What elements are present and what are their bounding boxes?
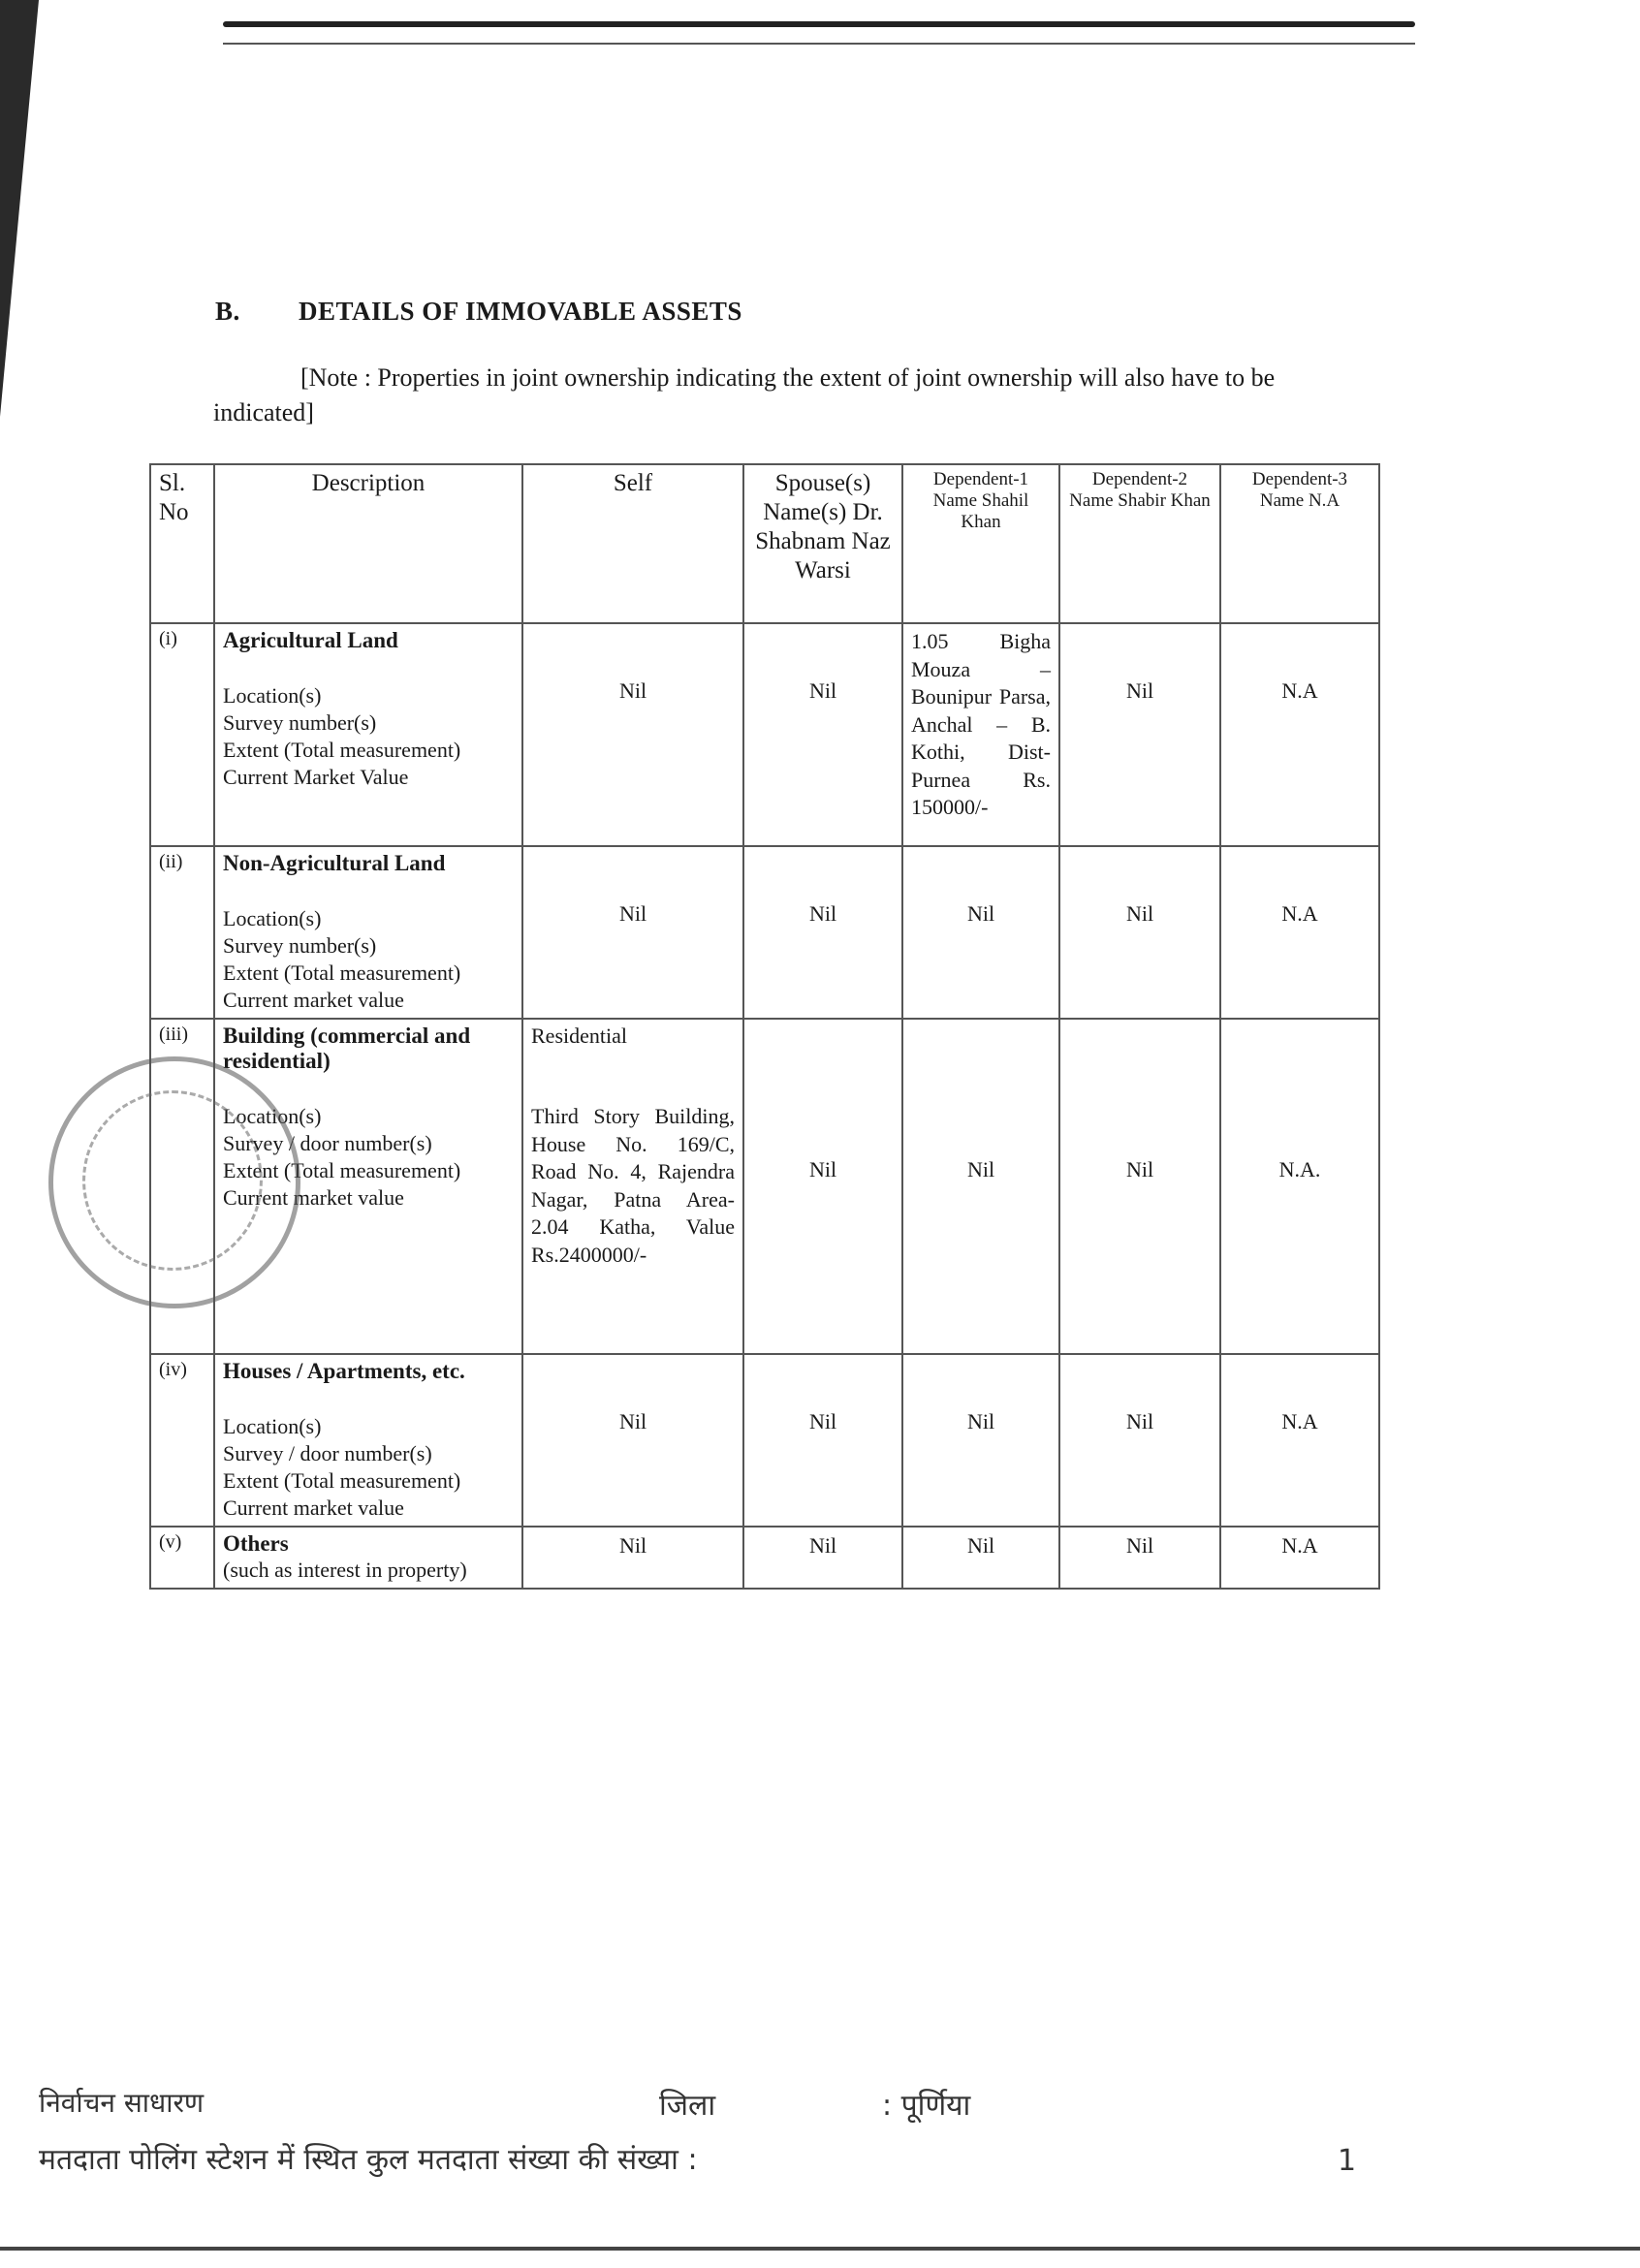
field-label: Survey number(s) [223, 933, 377, 958]
row-title: Houses / Apartments, etc. [223, 1359, 465, 1383]
field-label: Current Market Value [223, 765, 409, 789]
row-sl: (i) [150, 623, 214, 846]
field-label: Location(s) [223, 1414, 322, 1438]
cell-dependent-3: N.A. [1220, 1019, 1379, 1354]
row-title: Agricultural Land [223, 628, 398, 652]
cell-dependent-3: N.A [1220, 846, 1379, 1019]
header-self: Self [522, 464, 743, 623]
cell-dependent-3: N.A [1220, 1354, 1379, 1527]
field-label: (such as interest in property) [223, 1558, 467, 1582]
field-label: Current market value [223, 988, 404, 1012]
cell-dependent-3: N.A [1220, 623, 1379, 846]
row-sl: (iv) [150, 1354, 214, 1527]
table-row [150, 623, 1379, 846]
cell-spouse: Nil [743, 1527, 902, 1589]
cell-dependent-2: Nil [1059, 846, 1220, 1019]
row-description [214, 1354, 522, 1527]
cell-dependent-2: Nil [1059, 623, 1220, 846]
immovable-assets-table [149, 463, 1380, 1590]
footer-district-value: : पूर्णिया [882, 2089, 971, 2123]
official-seal-stamp [48, 1056, 300, 1308]
table-row [150, 1527, 1379, 1589]
cell-dependent-1: Nil [902, 1019, 1059, 1354]
field-label: Location(s) [223, 1104, 322, 1128]
table-header-row [150, 464, 1379, 623]
self-property-type: Residential [531, 1024, 627, 1048]
section-letter: B. [215, 297, 240, 326]
cell-self: Nil [522, 1354, 743, 1527]
cell-self: Nil [522, 623, 743, 846]
scan-top-edge [223, 21, 1415, 27]
field-label: Location(s) [223, 683, 322, 708]
row-description [214, 623, 522, 846]
cell-dependent-1: 1.05 Bigha Mouza – Bounipur Parsa, Anchal – B. Kothi, Dist- Purnea Rs. 150000/- [902, 623, 1059, 846]
scan-edge-shadow [0, 0, 39, 417]
footer-district-label: जिला [659, 2089, 716, 2123]
cell-self: Nil [522, 846, 743, 1019]
table-row [150, 1019, 1379, 1354]
footer-left-label: निर्वाचन साधारण [39, 2087, 205, 2119]
ownership-note: [Note : Properties in joint ownership indicating the extent of joint ownership will also have to be indicated] [213, 363, 1276, 426]
section-title: DETAILS OF IMMOVABLE ASSETS [299, 297, 742, 326]
footer-count-line: मतदाता पोलिंग स्टेशन में स्थित कुल मतदाता संख्या की संख्या : [39, 2143, 698, 2177]
header-dependent-1: Dependent-1 Name Shahil Khan [902, 464, 1059, 623]
table-row [150, 1354, 1379, 1527]
scan-top-line [223, 43, 1415, 45]
page-footer [39, 2084, 1415, 2178]
field-label: Extent (Total measurement) [223, 961, 461, 985]
field-label: Extent (Total measurement) [223, 1468, 461, 1493]
cell-self: Nil [522, 1527, 743, 1589]
row-sl: (iii) [150, 1019, 214, 1354]
scan-bottom-edge [0, 2247, 1640, 2251]
field-label: Survey / door number(s) [223, 1441, 432, 1465]
cell-dependent-2: Nil [1059, 1527, 1220, 1589]
seal-inner-ring [82, 1090, 263, 1271]
section-heading [215, 297, 742, 327]
row-description [214, 1527, 522, 1589]
cell-dependent-1: Nil [902, 846, 1059, 1019]
self-property-details: Third Story Building, House No. 169/C, Road No. 4, Rajendra Nagar, Patna Area- 2.04 Katha, Value Rs.2400000/- [531, 1104, 735, 1267]
cell-dependent-3: N.A [1220, 1527, 1379, 1589]
row-description [214, 846, 522, 1019]
header-slno: Sl. No [150, 464, 214, 623]
header-dependent-2: Dependent-2 Name Shabir Khan [1059, 464, 1220, 623]
field-label: Survey number(s) [223, 710, 377, 735]
header-description: Description [214, 464, 522, 623]
table-row [150, 846, 1379, 1019]
cell-dependent-2: Nil [1059, 1354, 1220, 1527]
field-label: Survey / door number(s) [223, 1131, 432, 1155]
row-title: Building (commercial and residential) [223, 1024, 471, 1073]
cell-spouse: Nil [743, 1019, 902, 1354]
field-label: Current market value [223, 1496, 404, 1520]
cell-spouse: Nil [743, 623, 902, 846]
row-sl: (ii) [150, 846, 214, 1019]
field-label: Extent (Total measurement) [223, 1158, 461, 1182]
field-label: Extent (Total measurement) [223, 738, 461, 762]
field-label: Current market value [223, 1185, 404, 1210]
row-sl: (v) [150, 1527, 214, 1589]
cell-dependent-1: Nil [902, 1354, 1059, 1527]
footer-page-number: 1 [1338, 2144, 1357, 2178]
cell-dependent-1: Nil [902, 1527, 1059, 1589]
row-title: Others [223, 1531, 289, 1556]
header-dependent-3: Dependent-3 Name N.A [1220, 464, 1379, 623]
cell-self [522, 1019, 743, 1354]
field-label: Location(s) [223, 906, 322, 930]
cell-dependent-2: Nil [1059, 1019, 1220, 1354]
cell-spouse: Nil [743, 846, 902, 1019]
cell-spouse: Nil [743, 1354, 902, 1527]
row-title: Non-Agricultural Land [223, 851, 446, 875]
header-spouse: Spouse(s) Name(s) Dr. Shabnam Naz Warsi [743, 464, 902, 623]
